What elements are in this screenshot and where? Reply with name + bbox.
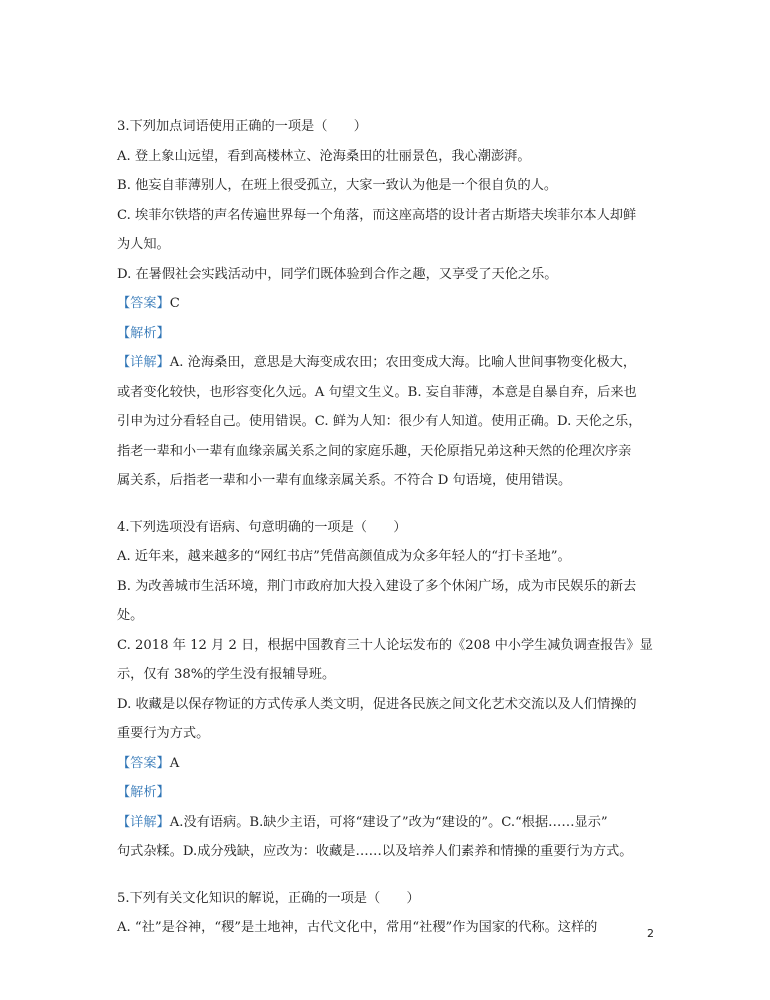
option-c-continued: 为人知。	[117, 237, 170, 252]
question-stem: 5.下列有关文化知识的解说，正确的一项是（ ）	[117, 890, 420, 906]
analysis-line	[117, 319, 662, 349]
option-a: A. 登上象山远望，看到高楼林立、沧海桑田的壮丽景色，我心潮澎湃。	[117, 148, 531, 164]
spacer	[117, 496, 662, 513]
detail-text: A.没有语病。B.缺少主语，可将“建设了”改为“建设的”。C.“根据……显示”	[169, 814, 608, 830]
analysis-tag: 【解析】	[117, 785, 170, 800]
detail-tag: 【详解】	[117, 355, 170, 370]
question-stem: 3.下列加点词语使用正确的一项是（ ）	[117, 119, 367, 134]
question-5	[117, 884, 662, 943]
question-4	[117, 513, 662, 867]
option-b-continued: 处。	[117, 608, 144, 623]
detail-line: 句式杂糅。D.成分残缺，应改为：收藏是……以及培养人们素养和情操的重要行为方式。	[117, 844, 633, 859]
detail-line: 属关系，后指老一辈和小一辈有血缘亲属关系。不符合 D 句语境，使用错误。	[117, 473, 572, 488]
question-3	[117, 112, 662, 496]
detail-line	[117, 348, 662, 378]
answer-tag: 【答案】	[117, 296, 170, 311]
detail-line: 指老一辈和小一辈有血缘亲属关系之间的家庭乐趣，天伦原指兄弟这种天然的伦理次序亲	[117, 443, 632, 459]
answer-line	[117, 289, 662, 319]
detail-tag: 【详解】	[117, 814, 170, 830]
answer-value: C	[169, 296, 180, 311]
option-b: B. 为改善城市生活环境，荆门市政府加大投入建设了多个休闲广场，成为市民娱乐的新去	[117, 578, 637, 594]
answer-tag: 【答案】	[117, 755, 170, 771]
option-b: B. 他妄自菲薄别人，在班上很受孤立，大家一致认为他是一个很自负的人。	[117, 178, 558, 193]
option-d: D. 在暑假社会实践活动中，同学们既体验到合作之趣，又享受了天伦之乐。	[117, 266, 558, 282]
option-d-continued: 重要行为方式。	[117, 726, 210, 741]
answer-value: A	[169, 755, 180, 771]
page-number: 2	[647, 927, 654, 940]
analysis-tag: 【解析】	[117, 325, 170, 341]
detail-line: 引申为过分看轻自己。使用错误。C. 鲜为人知：很少有人知道。使用正确。D. 天伦之乐，	[117, 414, 642, 429]
analysis-line	[117, 778, 662, 808]
option-a: A. 近年来，越来越多的“网红书店”凭借高颜值成为众多年轻人的“打卡圣地”。	[117, 549, 571, 564]
option-d: D. 收藏是以保存物证的方式传承人类文明，促进各民族之间文化艺术交流以及人们情操的	[117, 696, 637, 712]
spacer	[117, 867, 662, 884]
answer-line	[117, 749, 662, 779]
option-c: C. 埃菲尔铁塔的声名传遍世界每一个角落，而这座高塔的设计者古斯塔夫埃菲尔本人却鲜	[117, 207, 637, 223]
option-a: A. “社”是谷神，“稷”是土地神，古代文化中，常用“社稷”作为国家的代称。这样的	[117, 920, 598, 935]
page-content	[117, 112, 662, 943]
question-stem: 4.下列选项没有语病、句意明确的一项是（ ）	[117, 519, 407, 535]
option-c: C. 2018 年 12 月 2 日，根据中国教育三十人论坛发布的《208 中小学生减负调查报告》显	[117, 637, 653, 653]
detail-text: A. 沧海桑田，意思是大海变成农田；农田变成大海。比喻人世间事物变化极大，	[169, 355, 637, 370]
option-c-continued: 示，仅有 38%的学生没有报辅导班。	[117, 667, 336, 682]
detail-line: 或者变化较快，也形容变化久远。A 句望文生义。B. 妄自菲薄，本意是自暴自弃，后来也	[117, 384, 637, 400]
detail-line	[117, 808, 662, 838]
